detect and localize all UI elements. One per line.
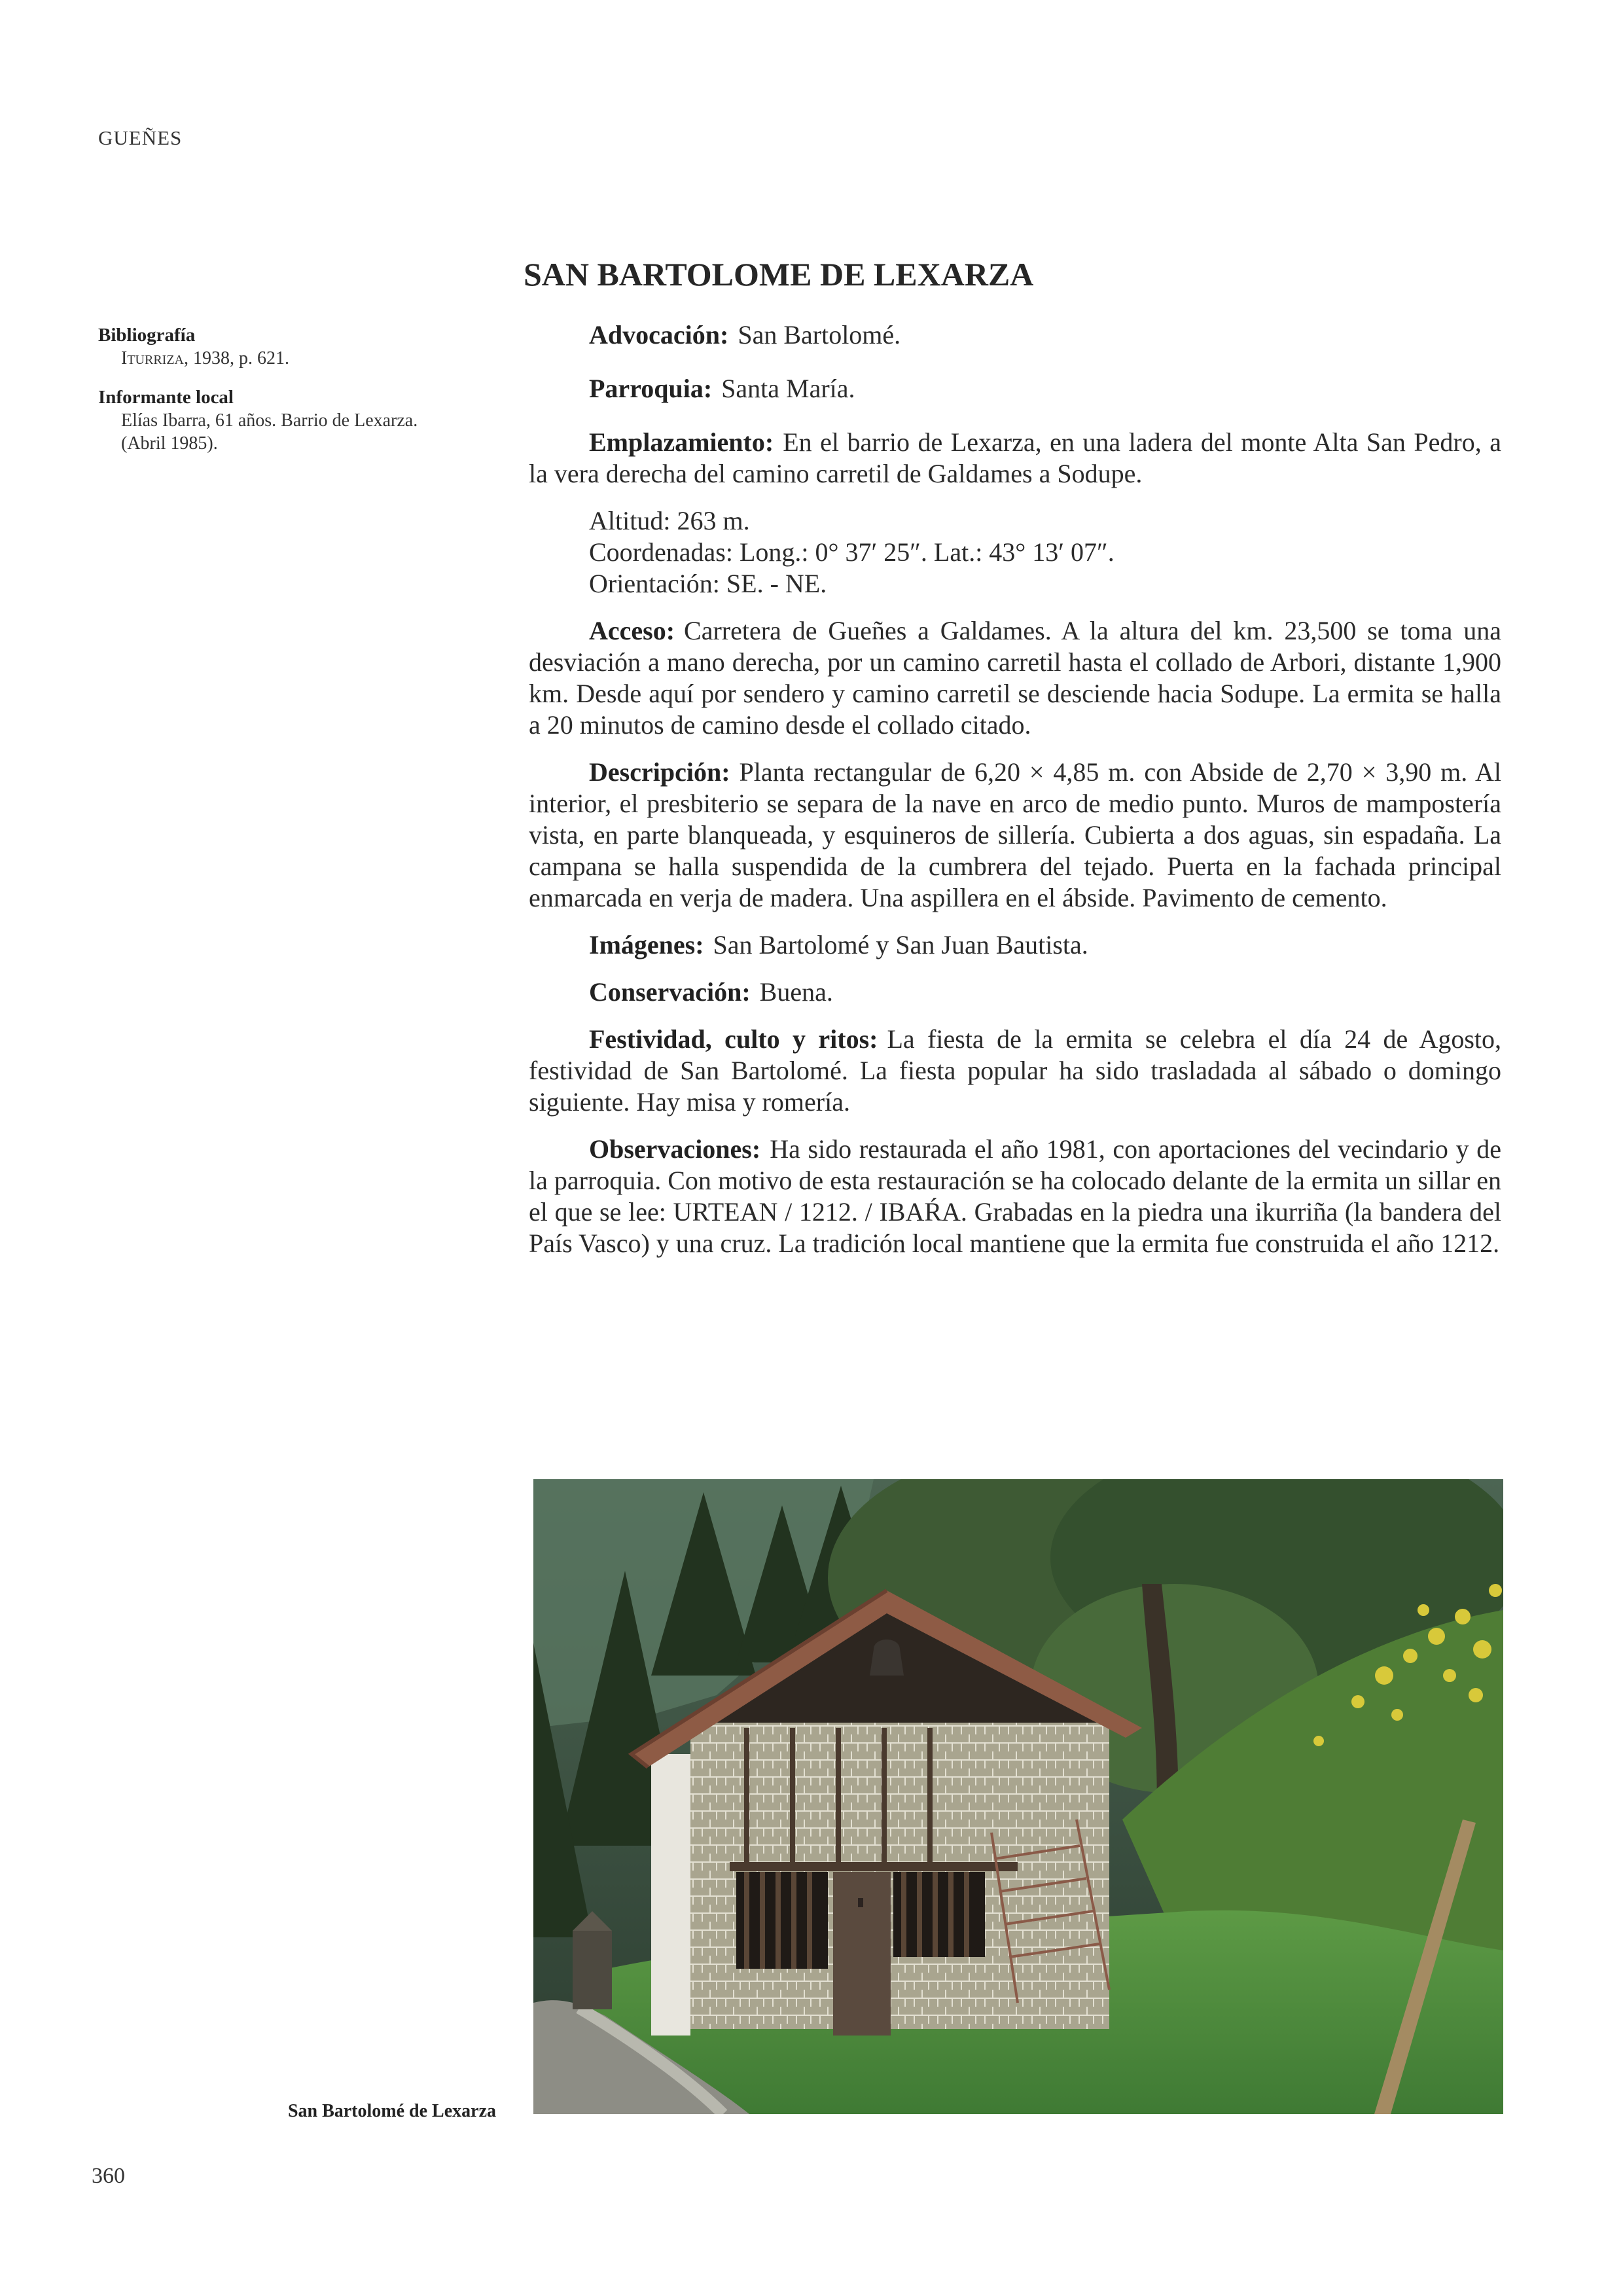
section-text: San Bartolomé y San Juan Bautista.	[713, 930, 1088, 960]
section-advocacion	[529, 319, 1501, 351]
location-data	[529, 505, 1501, 600]
section-text: La fiesta de la ermita se celebra el día 24 de Agosto, festividad de San Bartolomé. La fiesta popular ha sido trasladada al sábado o domingo siguiente. Hay misa y romería.	[529, 1024, 1501, 1117]
section-festividad	[529, 1024, 1501, 1118]
hermitage-photo-illustration	[533, 1479, 1503, 2114]
section-text: Planta rectangular de 6,20 × 4,85 m. con Abside de 2,70 × 3,90 m. Al interior, el presbiterio se separa de la nave en arco de medio punto. Muros de mampostería vista, en parte blanqueada, y esquineros de sillería. Cubierta a dos aguas, sin espadaña. La campana se halla suspendida de la cumbrera del tejado. Puerta en la fachada principal enmarcada en verja de madera. Una aspillera en el ábside. Pavimento de cemento.	[529, 757, 1501, 912]
page-title: SAN BARTOLOME DE LEXARZA	[524, 256, 1034, 293]
informant-line-2: (Abril 1985).	[121, 433, 218, 454]
section-text: San Bartolomé.	[738, 320, 901, 350]
section-text: En el barrio de Lexarza, en una ladera del monte Alta San Pedro, a la vera derecha del camino carretil de Galdames a Sodupe.	[529, 427, 1501, 488]
section-acceso	[529, 615, 1501, 741]
sidebar-notes	[98, 323, 504, 471]
section-label: Acceso:	[589, 616, 675, 645]
section-label: Emplazamiento:	[589, 427, 774, 457]
section-label: Advocación:	[589, 320, 729, 350]
section-parroquia	[529, 373, 1501, 404]
right-grille	[893, 1872, 985, 1957]
chapel-side-wall	[651, 1754, 690, 2036]
section-conservacion	[529, 977, 1501, 1008]
photo-caption: San Bartolomé de Lexarza	[287, 2101, 496, 2121]
inscribed-stone	[573, 1931, 612, 2009]
bibliography-block	[98, 323, 504, 370]
bibliography-heading: Bibliografía	[98, 325, 196, 346]
main-text	[529, 319, 1501, 1275]
section-label: Conservación:	[589, 977, 751, 1007]
coordinates: Coordenadas: Long.: 0° 37′ 25″. Lat.: 43° 13′ 07″.	[589, 537, 1115, 567]
section-label: Imágenes:	[589, 930, 704, 960]
hermitage-photo	[533, 1479, 1503, 2114]
informant-heading: Informante local	[98, 387, 234, 408]
informant-block	[98, 386, 504, 455]
section-imagenes	[529, 929, 1501, 961]
section-text: Carretera de Gueñes a Galdames. A la altura del km. 23,500 se toma una desviación a mano derecha, por un camino carretil hasta el collado de Arbori, distante 1,900 km. Desde aquí por sendero y camino carretil se desciende hacia Sodupe. La ermita se halla a 20 minutos de camino desde el collado citado.	[529, 616, 1501, 740]
section-label: Descripción:	[589, 757, 730, 787]
section-text: Ha sido restaurada el año 1981, con aportaciones del vecindario y de la parroquia. Con motivo de esta restauración se ha colocado delante de la ermita un sillar en el que se lee: URTEAN / 1212. / IBAŔA. Grabadas en la piedra una ikurriña (la bandera del País Vasco) y una cruz. La tradición local mantiene que la ermita fue construida el año 1212.	[529, 1134, 1501, 1258]
chapel-door	[833, 1872, 891, 2036]
section-label: Observaciones:	[589, 1134, 761, 1164]
section-descripcion	[529, 757, 1501, 914]
running-head: GUEÑES	[98, 126, 183, 149]
left-grille	[736, 1872, 828, 1969]
section-observaciones	[529, 1134, 1501, 1259]
informant-line-1: Elías Ibarra, 61 años. Barrio de Lexarza.	[121, 410, 418, 431]
section-label: Festividad, culto y ritos:	[589, 1024, 878, 1054]
section-text: Buena.	[759, 977, 833, 1007]
reference-author: Iturriza	[121, 348, 184, 368]
bibliography-reference	[98, 347, 504, 370]
section-text: Santa María.	[721, 374, 855, 403]
section-emplazamiento	[529, 427, 1501, 490]
reference-details: , 1938, p. 621.	[183, 348, 289, 368]
orientation: Orientación: SE. - NE.	[589, 569, 827, 598]
section-label: Parroquia:	[589, 374, 713, 403]
altitude: Altitud: 263 m.	[589, 506, 750, 535]
page-number: 360	[92, 2164, 125, 2188]
